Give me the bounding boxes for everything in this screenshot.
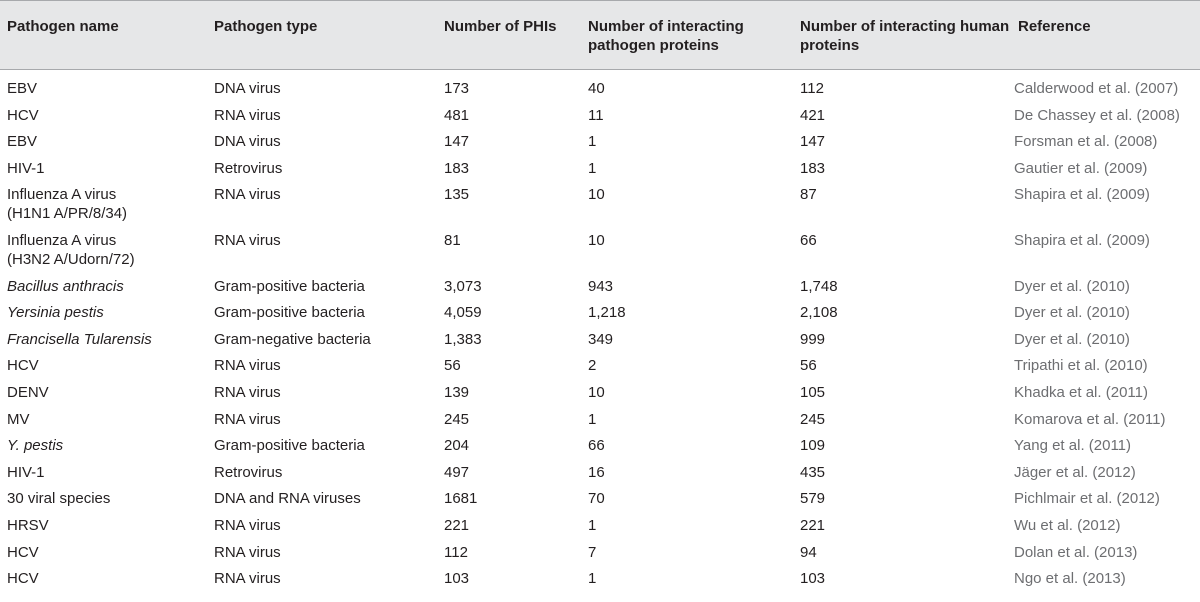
cell-interacting-pathogen-proteins: 1: [588, 159, 597, 177]
cell-interacting-human-proteins: 112: [800, 80, 824, 97]
cell-pathogen-name: [0, 512, 207, 539]
table-header: [0, 1, 1200, 70]
cell-pathogen-type: RNA virus: [214, 383, 281, 401]
cell-reference: De Chassey et al. (2008): [1014, 106, 1180, 124]
cell-reference: Dyer et al. (2010): [1014, 330, 1130, 348]
cell-interacting-human-proteins: 221: [800, 516, 826, 534]
cell-pathogen-type: DNA virus: [214, 133, 281, 151]
pathogen-name-text: HIV-1: [7, 463, 45, 481]
pathogen-strain-text: (H3N2 A/Udorn/72): [7, 250, 135, 268]
cell-number-of-phis: 147: [444, 133, 470, 151]
table-row: [0, 352, 1200, 379]
header-pathogen-name: Pathogen name: [0, 1, 207, 70]
cell-pathogen-type: RNA virus: [214, 570, 281, 588]
cell-interacting-pathogen-proteins: 1: [588, 133, 597, 151]
table-body: [0, 70, 1200, 592]
pathogen-name-text: 30 viral species: [7, 490, 111, 508]
cell-interacting-pathogen-proteins: 1: [588, 570, 597, 588]
cell-reference: Jäger et al. (2012): [1014, 463, 1136, 481]
pathogen-name-text: DENV: [7, 383, 49, 401]
table-row: [0, 273, 1200, 300]
cell-reference: Dyer et al. (2010): [1014, 304, 1130, 322]
table-row: [0, 227, 1200, 273]
cell-interacting-pathogen-proteins: 66: [588, 437, 605, 455]
cell-pathogen-name: [0, 273, 207, 300]
cell-pathogen-name: [0, 352, 207, 379]
pathogen-name-text: HCV: [7, 543, 39, 561]
pathogen-strain-text: (H1N1 A/PR/8/34): [7, 205, 128, 223]
cell-number-of-phis: 173: [444, 80, 470, 97]
cell-interacting-pathogen-proteins: 2: [588, 357, 597, 375]
table-row: [0, 128, 1200, 155]
cell-pathogen-name: [0, 181, 207, 227]
pathogen-name-text: Influenza A virus: [7, 186, 117, 204]
cell-interacting-human-proteins: 435: [800, 463, 826, 481]
cell-reference: Gautier et al. (2009): [1014, 159, 1148, 177]
table-row: [0, 406, 1200, 433]
pathogen-name-text: HCV: [7, 570, 39, 588]
cell-pathogen-type: RNA virus: [214, 357, 281, 375]
cell-pathogen-type: RNA virus: [214, 231, 281, 249]
cell-number-of-phis: 245: [444, 410, 470, 428]
cell-interacting-human-proteins: 109: [800, 437, 826, 455]
table-row: [0, 379, 1200, 406]
cell-reference: Forsman et al. (2008): [1014, 133, 1158, 151]
cell-pathogen-name: [0, 70, 207, 102]
cell-number-of-phis: 81: [444, 231, 461, 249]
table-row: [0, 299, 1200, 326]
header-interacting-human-proteins: Number of interacting human proteins: [793, 1, 1011, 70]
cell-interacting-pathogen-proteins: 10: [588, 186, 605, 204]
cell-reference: Shapira et al. (2009): [1014, 186, 1150, 204]
cell-reference: Tripathi et al. (2010): [1014, 357, 1148, 375]
cell-number-of-phis: 112: [444, 543, 468, 561]
pathogen-name-text: Y. pestis: [7, 437, 64, 455]
cell-interacting-human-proteins: 421: [800, 106, 826, 124]
cell-number-of-phis: 481: [444, 106, 470, 124]
cell-interacting-pathogen-proteins: 10: [588, 383, 605, 401]
table-row: [0, 512, 1200, 539]
cell-interacting-human-proteins: 1,748: [800, 277, 838, 295]
cell-interacting-human-proteins: 183: [800, 159, 826, 177]
cell-number-of-phis: 139: [444, 383, 470, 401]
cell-interacting-pathogen-proteins: 943: [588, 277, 614, 295]
cell-interacting-human-proteins: 2,108: [800, 304, 838, 322]
table-row: [0, 70, 1200, 102]
cell-number-of-phis: 183: [444, 159, 470, 177]
cell-reference: Komarova et al. (2011): [1014, 410, 1166, 428]
cell-pathogen-type: DNA and RNA viruses: [214, 490, 361, 508]
cell-reference: Calderwood et al. (2007): [1014, 80, 1179, 97]
pathogen-name-text: HCV: [7, 357, 39, 375]
header-reference: Reference: [1011, 1, 1200, 70]
cell-interacting-pathogen-proteins: 1,218: [588, 304, 626, 322]
table-row: [0, 181, 1200, 227]
cell-pathogen-name: [0, 155, 207, 182]
cell-pathogen-name: [0, 539, 207, 566]
cell-number-of-phis: 1,383: [444, 330, 482, 348]
cell-interacting-pathogen-proteins: 7: [588, 543, 597, 561]
cell-interacting-pathogen-proteins: 16: [588, 463, 605, 481]
cell-interacting-pathogen-proteins: 349: [588, 330, 614, 348]
cell-pathogen-name: [0, 406, 207, 433]
cell-reference: Shapira et al. (2009): [1014, 231, 1150, 249]
table-row: [0, 102, 1200, 129]
cell-interacting-pathogen-proteins: 1: [588, 410, 597, 428]
cell-interacting-human-proteins: 579: [800, 490, 826, 508]
cell-pathogen-type: Retrovirus: [214, 463, 283, 481]
cell-interacting-human-proteins: 147: [800, 133, 826, 151]
cell-pathogen-type: RNA virus: [214, 106, 281, 124]
table-row: [0, 539, 1200, 566]
pathogen-name-text: HRSV: [7, 516, 49, 534]
cell-number-of-phis: 221: [444, 516, 470, 534]
pathogen-name-text: Influenza A virus: [7, 231, 117, 249]
table-row: [0, 432, 1200, 459]
cell-interacting-pathogen-proteins: 40: [588, 80, 605, 97]
cell-number-of-phis: 497: [444, 463, 470, 481]
cell-interacting-human-proteins: 999: [800, 330, 826, 348]
cell-interacting-pathogen-proteins: 10: [588, 231, 605, 249]
cell-number-of-phis: 135: [444, 186, 470, 204]
cell-interacting-human-proteins: 56: [800, 357, 817, 375]
pathogen-name-text: Yersinia pestis: [7, 304, 104, 322]
cell-pathogen-type: Retrovirus: [214, 159, 283, 177]
pathogen-name-text: EBV: [7, 133, 38, 151]
cell-reference: Pichlmair et al. (2012): [1014, 490, 1160, 508]
cell-number-of-phis: 4,059: [444, 304, 482, 322]
cell-number-of-phis: 3,073: [444, 277, 482, 295]
cell-pathogen-name: [0, 299, 207, 326]
pathogen-name-text: MV: [7, 410, 30, 428]
cell-reference: Ngo et al. (2013): [1014, 570, 1126, 588]
header-row: [0, 1, 1200, 70]
cell-pathogen-name: [0, 128, 207, 155]
header-interacting-pathogen-proteins: Number of interacting pathogen proteins: [581, 1, 793, 70]
cell-pathogen-type: Gram-positive bacteria: [214, 277, 365, 295]
cell-interacting-human-proteins: 103: [800, 570, 826, 588]
table-row: [0, 459, 1200, 486]
pathogen-name-text: Bacillus anthracis: [7, 277, 124, 295]
cell-pathogen-name: [0, 326, 207, 353]
cell-interacting-human-proteins: 105: [800, 383, 826, 401]
cell-pathogen-name: [0, 565, 207, 592]
cell-pathogen-name: [0, 432, 207, 459]
cell-interacting-human-proteins: 94: [800, 543, 817, 561]
cell-pathogen-type: Gram-positive bacteria: [214, 304, 365, 322]
cell-pathogen-name: [0, 102, 207, 129]
cell-reference: Wu et al. (2012): [1014, 516, 1121, 534]
cell-number-of-phis: 103: [444, 570, 470, 588]
pathogen-name-text: HCV: [7, 106, 39, 124]
cell-pathogen-name: [0, 459, 207, 486]
cell-pathogen-name: [0, 227, 207, 273]
cell-pathogen-type: Gram-negative bacteria: [214, 330, 371, 348]
table-row: [0, 485, 1200, 512]
cell-pathogen-type: RNA virus: [214, 410, 281, 428]
pathogen-name-text: HIV-1: [7, 159, 45, 177]
cell-interacting-human-proteins: 245: [800, 410, 826, 428]
header-pathogen-type: Pathogen type: [207, 1, 437, 70]
cell-pathogen-name: [0, 485, 207, 512]
table-row: [0, 326, 1200, 353]
cell-number-of-phis: 56: [444, 357, 461, 375]
pathogen-name-text: EBV: [7, 80, 38, 97]
cell-pathogen-type: RNA virus: [214, 186, 281, 204]
cell-interacting-pathogen-proteins: 11: [588, 106, 604, 124]
cell-reference: Yang et al. (2011): [1014, 437, 1132, 455]
cell-number-of-phis: 1681: [444, 490, 478, 508]
cell-pathogen-type: DNA virus: [214, 80, 281, 97]
cell-pathogen-type: RNA virus: [214, 516, 281, 534]
pathogen-name-text: Francisella Tularensis: [7, 330, 152, 348]
cell-pathogen-type: RNA virus: [214, 543, 281, 561]
cell-number-of-phis: 204: [444, 437, 470, 455]
table-row: [0, 565, 1200, 592]
cell-pathogen-name: [0, 379, 207, 406]
cell-interacting-pathogen-proteins: 70: [588, 490, 605, 508]
cell-reference: Dolan et al. (2013): [1014, 543, 1138, 561]
cell-interacting-human-proteins: 87: [800, 186, 817, 204]
cell-interacting-pathogen-proteins: 1: [588, 516, 597, 534]
cell-interacting-human-proteins: 66: [800, 231, 817, 249]
cell-reference: Khadka et al. (2011): [1014, 383, 1148, 401]
cell-pathogen-type: Gram-positive bacteria: [214, 437, 365, 455]
cell-reference: Dyer et al. (2010): [1014, 277, 1130, 295]
table-row: [0, 155, 1200, 182]
header-number-of-phis: Number of PHIs: [437, 1, 581, 70]
